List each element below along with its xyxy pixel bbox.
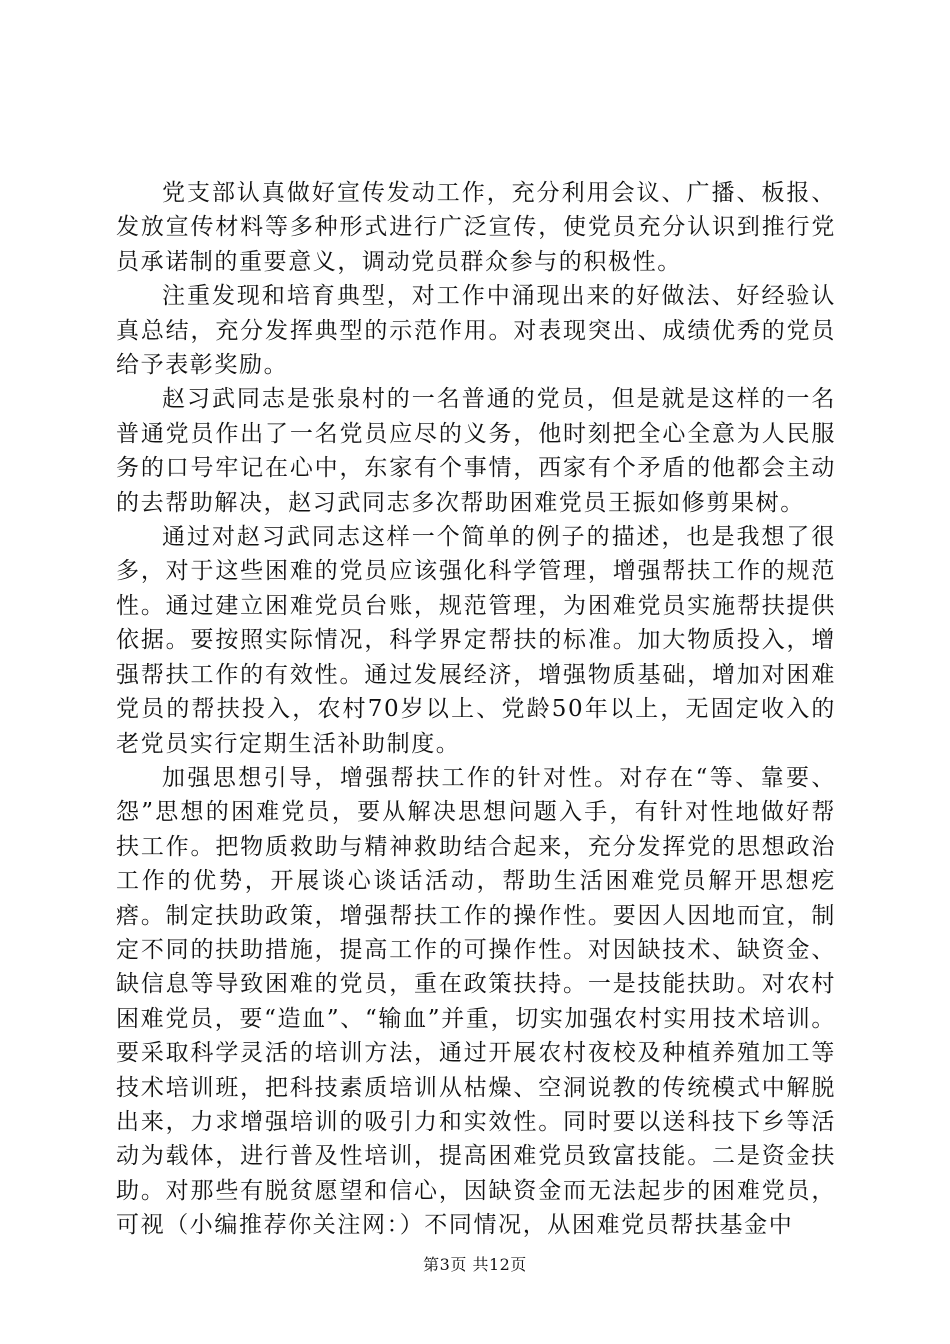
page-number: 第3页 共12页 xyxy=(423,1255,527,1274)
paragraph: 党支部认真做好宣传发动工作，充分利用会议、广播、板报、发放宣传材料等多种形式进行广泛宣传，使党员充分认识到推行党员承诺制的重要意义，调动党员群众参与的积极性。 xyxy=(116,180,836,275)
page-footer xyxy=(0,1255,950,1275)
paragraph: 通过对赵习武同志这样一个简单的例子的描述，也是我想了很多，对于这些困难的党员应该强化科学管理，增强帮扶工作的规范性。通过建立困难党员台账，规范管理，为困难党员实施帮扶提供依据。要按照实际情况，科学界定帮扶的标准。加大物质投入，增强帮扶工作的有效性。通过发展经济，增强物质基础，增加对困难党员的帮扶投入，农村70岁以上、党龄50年以上，无固定收入的老党员实行定期生活补助制度。 xyxy=(116,524,836,757)
document-body xyxy=(116,176,836,1243)
paragraph: 加强思想引导，增强帮扶工作的针对性。对存在“等、靠要、怨”思想的困难党员，要从解决思想问题入手，有针对性地做好帮扶工作。把物质救助与精神救助结合起来，充分发挥党的思想政治工作的优势，开展谈心谈话活动，帮助生活困难党员解开思想疙瘩。制定扶助政策，增强帮扶工作的操作性。要因人因地而宜，制定不同的扶助措施，提高工作的可操作性。对因缺技术、缺资金、缺信息等导致困难的党员，重在政策扶持。一是技能扶助。对农村困难党员，要“造血”、“输血”并重，切实加强农村实用技术培训。要采取科学灵活的培训方法，通过开展农村夜校及种植养殖加工等技术培训班，把科技素质培训从枯燥、空洞说教的传统模式中解脱出来，力求增强培训的吸引力和实效性。同时要以送科技下乡等活动为载体，进行普及性培训，提高困难党员致富技能。二是资金扶助。对那些有脱贫愿望和信心，因缺资金而无法起步的困难党员，可视（小编推荐你关注网：）不同情况，从困难党员帮扶基金中 xyxy=(116,764,836,1239)
paragraph: 注重发现和培育典型，对工作中涌现出来的好做法、好经验认真总结，充分发挥典型的示范作用。对表现突出、成绩优秀的党员给予表彰奖励。 xyxy=(116,283,836,379)
paragraph: 赵习武同志是张泉村的一名普通的党员，但是就是这样的一名普通党员作出了一名党员应尽的义务，他时刻把全心全意为人民服务的口号牢记在心中，东家有个事情，西家有个矛盾的他都会主动的去帮助解决，赵习武同志多次帮助困难党员王振如修剪果树。 xyxy=(116,386,836,516)
